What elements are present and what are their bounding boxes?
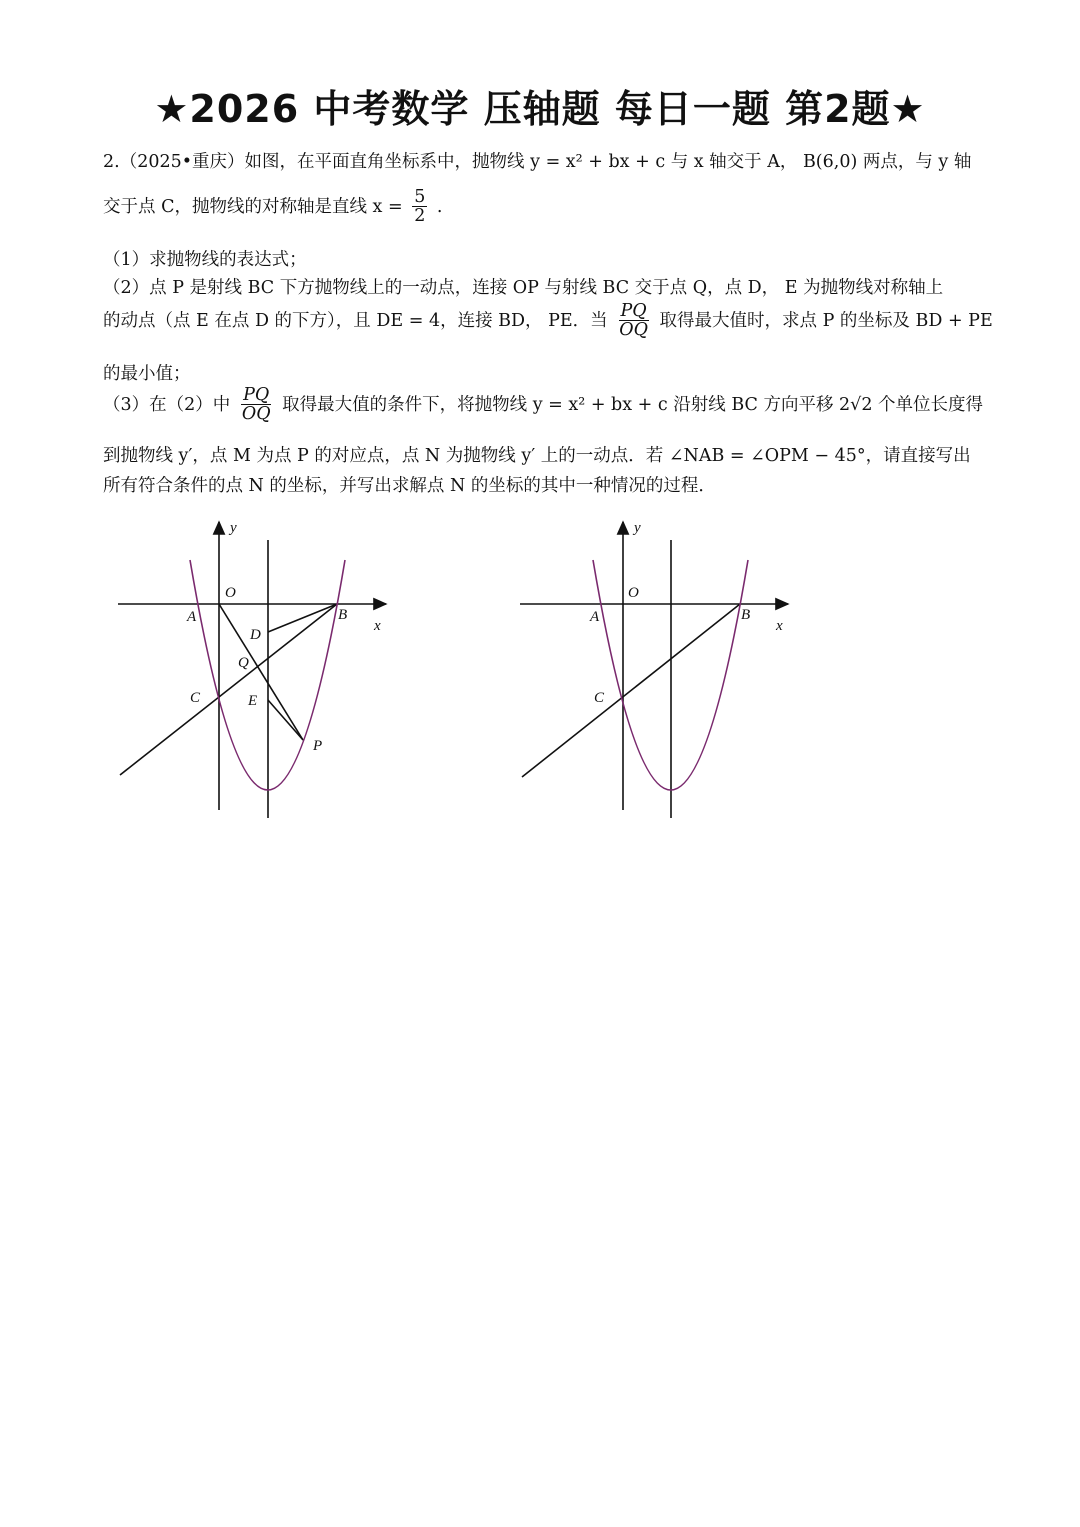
label-c: C [594, 690, 605, 706]
label-b: B [338, 607, 348, 623]
fraction-five-halves [412, 188, 427, 227]
part3-line1-text-before: （3）在（2）中 [103, 394, 231, 415]
part3-line2: 到抛物线 y′，点 M 为点 P 的对应点，点 N 为抛物线 y′ 上的一动点．若 ∠NAB = ∠OPM − 45°，请直接写出 [103, 446, 971, 466]
problem-statement-line2 [103, 188, 443, 227]
label-q: Q [238, 655, 249, 671]
ray-bc [120, 604, 337, 775]
figure-1 [110, 515, 400, 825]
label-a: A [590, 609, 600, 625]
part3-line1 [103, 386, 983, 425]
fraction-denominator: OQ [619, 320, 648, 341]
segment-pe [268, 700, 303, 740]
part2-line1: （2）点 P 是射线 BC 下方抛物线上的一动点，连接 OP 与射线 BC 交于点 Q，点 D， E 为抛物线对称轴上 [103, 278, 944, 298]
segment-op [219, 604, 303, 740]
label-p: P [313, 738, 323, 754]
label-x: x [776, 618, 783, 634]
label-d: D [250, 627, 261, 643]
label-a: A [187, 609, 197, 625]
fraction-pq-over-oq-2 [240, 386, 273, 425]
ray-bc [522, 604, 740, 777]
fraction-denominator: OQ [241, 404, 271, 425]
part2-line3: 的最小值； [103, 364, 191, 384]
problem-statement-line1: 2.（2025•重庆）如图，在平面直角坐标系中，抛物线 y = x² + bx + c 与 x 轴交于 A， B(6,0) 两点，与 y 轴 [103, 152, 972, 172]
figure-2 [515, 515, 805, 825]
segment-bd [268, 604, 337, 632]
label-o: O [225, 585, 236, 601]
label-y: y [634, 520, 641, 536]
part1-text: （1）求抛物线的表达式； [103, 250, 307, 270]
problem-statement-line2-text: 交于点 C，抛物线的对称轴是直线 x = [103, 196, 403, 217]
label-b: B [741, 607, 751, 623]
fraction-denominator: 2 [414, 206, 426, 227]
fraction-numerator: 5 [414, 187, 426, 207]
page-title: ★2026 中考数学 压轴题 每日一题 第2题★ [154, 87, 926, 131]
fraction-numerator: PQ [620, 301, 647, 321]
label-y: y [230, 520, 237, 536]
label-c: C [190, 690, 201, 706]
period: . [436, 196, 443, 217]
label-x: x [374, 618, 381, 634]
part3-line1-text-after: 取得最大值的条件下，将抛物线 y = x² + bx + c 沿射线 BC 方向平移 2√2 个单位长度得 [282, 394, 984, 415]
part2-line2 [103, 302, 993, 341]
fraction-numerator: PQ [243, 385, 270, 405]
part2-line2-text-before: 的动点（点 E 在点 D 的下方），且 DE = 4，连接 BD， PE．当 [103, 310, 608, 331]
part2-line2-text-after: 取得最大值时，求点 P 的坐标及 BD + PE [659, 310, 993, 331]
label-o: O [628, 585, 639, 601]
label-e: E [248, 693, 258, 709]
part3-line3: 所有符合条件的点 N 的坐标，并写出求解点 N 的坐标的其中一种情况的过程． [103, 476, 716, 496]
fraction-pq-over-oq [617, 302, 650, 341]
